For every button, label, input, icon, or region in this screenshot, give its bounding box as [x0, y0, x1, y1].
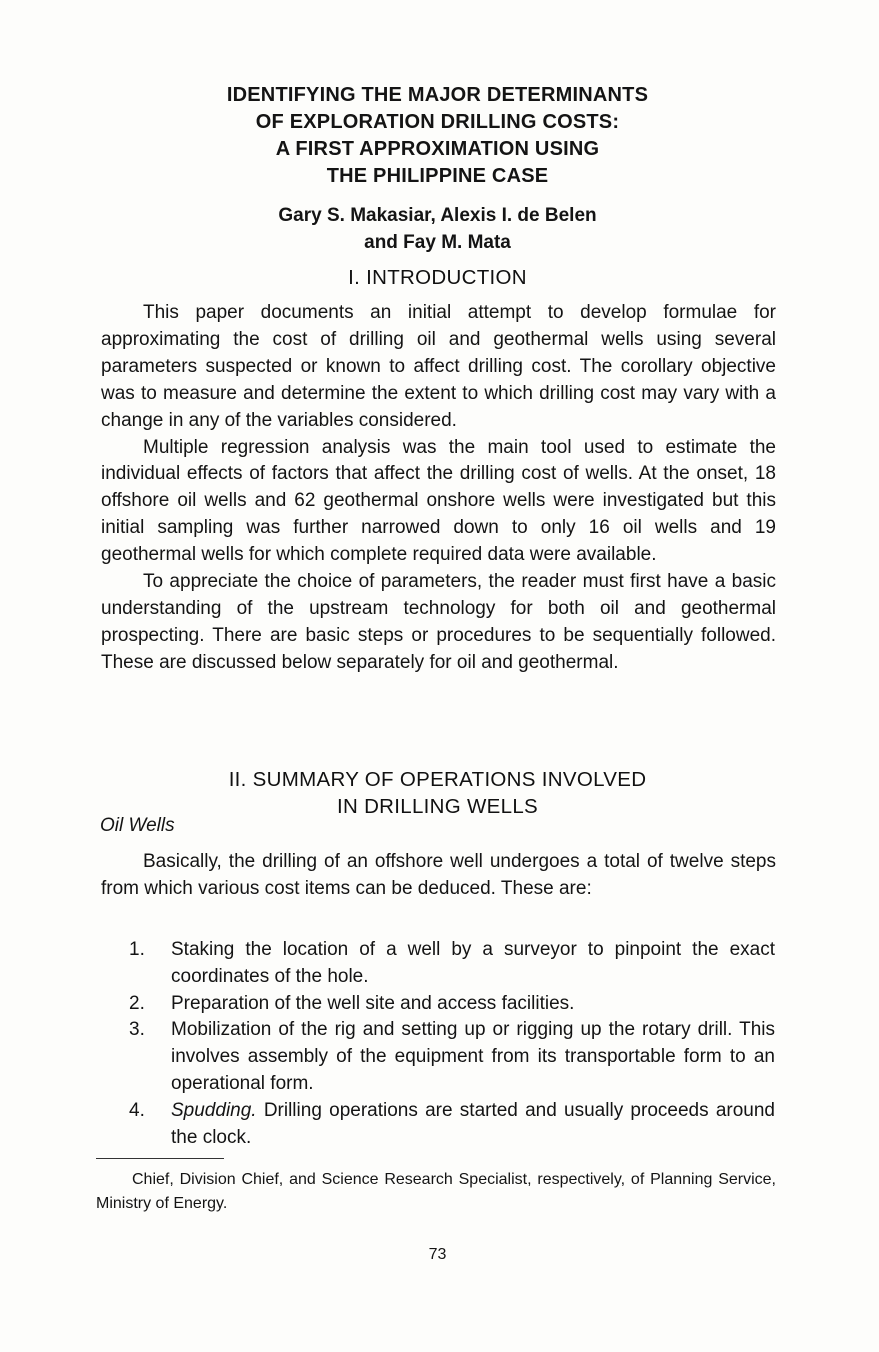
author-list [100, 202, 775, 256]
title-line: IDENTIFYING THE MAJOR DETERMINANTS [226, 84, 649, 106]
paragraph: Multiple regression analysis was the main tool used to estimate the individual effects of factors that affect the drilling cost of wells. At the onset, 18 offshore oil wells and 62 geothermal onshore wells were investigated but this initial sampling was further narrowed down to only 16 oil wells and 19 geothermal wells for which complete required data were available. [101, 436, 776, 566]
title-line: THE PHILIPPINE CASE [326, 165, 549, 187]
heading-line: IN DRILLING WELLS [336, 795, 539, 818]
paragraph: To appreciate the choice of parameters, the reader must first have a basic understanding of the upstream technology for both oil and geothermal prospecting. There are basic steps or procedures to be sequentially followed. These are discussed below separately for oil and geothermal. [101, 571, 776, 673]
page-number: 73 [428, 1246, 447, 1263]
list-lead-term: Spudding. [171, 1099, 257, 1121]
heading-line: II. SUMMARY OF OPERATIONS INVOLVED [228, 768, 647, 791]
list-item [129, 991, 775, 1018]
footnote [96, 1168, 776, 1216]
operations-body [101, 849, 776, 903]
list-item [129, 1098, 775, 1152]
section-heading-introduction: I. INTRODUCTION [348, 266, 527, 289]
paper-title [100, 82, 775, 190]
subheading-oil-wells: Oil Wells [100, 815, 175, 836]
list-text: Staking the location of a well by a surveyor to pinpoint the exact coordinates of the hole. [171, 939, 775, 987]
introduction-body [101, 300, 776, 677]
footnote-text: Chief, Division Chief, and Science Research Specialist, respectively, of Planning Service, Ministry of Energy. [96, 1171, 776, 1212]
list-text: Preparation of the well site and access facilities. [171, 992, 575, 1014]
list-item [129, 1017, 775, 1097]
list-number: 1. [129, 939, 145, 960]
list-text: Drilling operations are started and usually proceeds around the clock. [171, 1099, 775, 1148]
title-line: A FIRST APPROXIMATION USING [275, 138, 600, 160]
paragraph: This paper documents an initial attempt to develop formulae for approximating the cost of drilling oil and geothermal wells using several parameters suspected or known to affect drilling cost. The corollary objective was to measure and determine the extent to which drilling cost may vary with a change in any of the variables considered. [101, 302, 776, 431]
section-heading-operations [100, 766, 775, 820]
drilling-steps-list [129, 937, 775, 1151]
list-text: Mobilization of the rig and setting up or rigging up the rotary drill. This involves assembly of the equipment from its transportable form to an operational form. [171, 1019, 775, 1094]
paragraph: Basically, the drilling of an offshore well undergoes a total of twelve steps from which various cost items can be deduced. These are: [101, 851, 776, 899]
list-number: 3. [129, 1019, 145, 1041]
title-line: OF EXPLORATION DRILLING COSTS: [255, 111, 620, 133]
list-number: 2. [129, 992, 145, 1014]
authors-line: and Fay M. Mata [364, 232, 511, 253]
footnote-divider [96, 1158, 224, 1159]
list-item [129, 937, 775, 991]
authors-line: Gary S. Makasiar, Alexis I. de Belen [278, 205, 597, 226]
list-number: 4. [129, 1099, 145, 1121]
